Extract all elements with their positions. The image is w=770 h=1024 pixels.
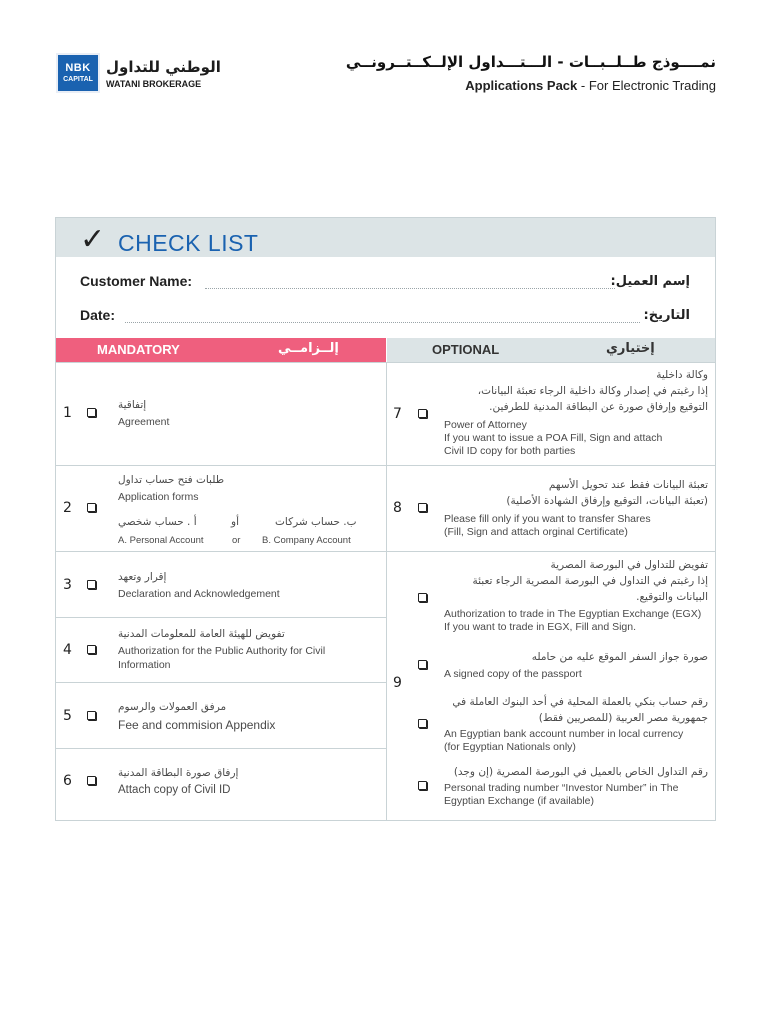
item-label-ar: تعبئة البيانات فقط عند تحويل الأسهم [548, 479, 708, 491]
divider [56, 682, 386, 683]
item-label-ar: جمهورية مصر العربية (للمصريين فقط) [538, 712, 708, 724]
item-label-en: Authorization to trade in The Egyptian Exchange (EGX) [444, 608, 702, 620]
item-label-en: Authorization for the Public Authority for Civil [118, 645, 326, 657]
item-label-en: (for Egyptian Nationals only) [444, 741, 576, 753]
or-label: or [232, 535, 241, 546]
company-account-label-ar: ب. حساب شركات [275, 516, 357, 528]
item-label-en: If you want to issue a POA Fill, Sign and attach [444, 432, 663, 444]
checkbox-share-transfer[interactable] [418, 503, 427, 512]
item-number: 1 [63, 405, 72, 421]
item-label-ar: إذا رغبتم في إصدار وكالة داخلية الرجاء تعبئة البيانات، [477, 385, 708, 397]
title-en-sep: - [577, 78, 589, 93]
item-label-en: An Egyptian bank account number in local currency [444, 728, 684, 740]
item-label-ar: صورة جواز السفر الموقع عليه من حامله [531, 651, 708, 663]
item-label-ar: إقرار وتعهد [118, 571, 167, 583]
checkmark-icon: ✓ [80, 222, 106, 257]
item-label-en: Application forms [118, 491, 199, 503]
checkbox-paci-authorization[interactable] [87, 645, 96, 654]
item-label-ar: تفويض للهيئة العامة للمعلومات المدنية [118, 628, 285, 640]
title-en-rest: For Electronic Trading [588, 78, 716, 93]
item-label-en: Fee and commision Appendix [118, 718, 276, 732]
customer-name-line[interactable] [205, 288, 615, 289]
item-number: 4 [63, 642, 72, 658]
item-label-ar: رقم حساب بنكي بالعملة المحلية في أحد البنوك العاملة في [452, 696, 708, 708]
item-number: 6 [63, 773, 72, 789]
item-label-ar: إتفاقية [118, 399, 147, 411]
item-label-en: Personal trading number “Investor Number” in The [444, 782, 679, 794]
nbk-capital-logo [56, 53, 100, 93]
divider [56, 748, 386, 749]
checkbox-passport-copy[interactable] [418, 660, 427, 669]
item-number: 8 [393, 500, 402, 516]
brand-name-en: WATANI BROKERAGE [106, 79, 202, 89]
customer-name-label-ar: إسم العميل: [610, 274, 690, 289]
item-label-en: Please fill only if you want to transfer Shares [444, 513, 651, 525]
item-number: 9 [393, 675, 402, 691]
item-label-en: Power of Attorney [444, 419, 527, 431]
brand-name-ar: الوطني للتداول [106, 58, 221, 76]
personal-account-label-ar: أ . حساب شخصي [118, 516, 197, 528]
item-label-ar: البيانات والتوقيع. [636, 591, 708, 603]
item-label-en: A signed copy of the passport [444, 668, 582, 680]
item-label-en: Civil ID copy for both parties [444, 445, 576, 457]
checkbox-agreement[interactable] [87, 408, 96, 417]
divider [387, 551, 715, 552]
checkbox-egx-authorization[interactable] [418, 593, 427, 602]
item-label-en: Egyptian Exchange (if available) [444, 795, 595, 807]
divider [56, 617, 386, 618]
page-title-ar: نمــــوذج طــلــبــات - الـــتـــداول الإلــكــتــرونــي [345, 53, 716, 71]
item-label-en: (Fill, Sign and attach orginal Certificate) [444, 526, 628, 538]
checkbox-bank-account[interactable] [418, 719, 427, 728]
or-label-ar: أو [231, 516, 239, 528]
title-en-bold: Applications Pack [465, 78, 578, 93]
checkbox-application-forms[interactable] [87, 503, 96, 512]
column-divider [386, 362, 387, 820]
item-label-en: Attach copy of Civil ID [118, 784, 231, 796]
divider [387, 465, 715, 466]
page-title-en [465, 78, 716, 93]
item-label-ar: مرفق العمولات والرسوم [118, 701, 227, 713]
item-label-en: If you want to trade in EGX, Fill and Sign. [444, 621, 637, 633]
checkbox-investor-number[interactable] [418, 781, 427, 790]
date-line[interactable] [125, 322, 640, 323]
divider [56, 551, 386, 552]
item-number: 3 [63, 577, 72, 593]
company-account-label: B. Company Account [262, 535, 351, 546]
item-label-en: Agreement [118, 416, 170, 428]
optional-label-ar: إختياري [606, 341, 655, 356]
item-number: 7 [393, 406, 402, 422]
date-label: Date: [80, 307, 116, 323]
item-number: 2 [63, 500, 72, 516]
item-label-ar: إرفاق صورة البطاقة المدنية [118, 767, 239, 779]
item-label-en: Declaration and Acknowledgement [118, 588, 280, 600]
logo-line2: CAPITAL [63, 76, 93, 83]
checkbox-power-of-attorney[interactable] [418, 409, 427, 418]
date-label-ar: التاريخ: [643, 308, 690, 323]
logo-line1: NBK [65, 62, 91, 74]
checkbox-fee-appendix[interactable] [87, 711, 96, 720]
item-number: 5 [63, 708, 72, 724]
checkbox-declaration[interactable] [87, 580, 96, 589]
divider [56, 465, 386, 466]
item-label-ar: طلبات فتح حساب تداول [118, 474, 225, 486]
checklist-title: CHECK LIST [118, 230, 259, 256]
mandatory-label: MANDATORY [97, 342, 180, 357]
item-label-ar: رقم التداول الخاص بالعميل في البورصة المصرية (إن وجد) [453, 766, 708, 778]
optional-label: OPTIONAL [432, 342, 500, 357]
mandatory-label-ar: إلــزامــي [278, 341, 339, 356]
checkbox-civil-id[interactable] [87, 776, 96, 785]
item-label-ar: إذا رغبتم في التداول في البورصة المصرية الرجاء تعبئة [472, 575, 708, 587]
item-label-ar: تفويض للتداول في البورصة المصرية [550, 559, 708, 571]
item-label-en: Information [118, 659, 171, 671]
item-label-ar: التوقيع وإرفاق صورة عن البطاقة المدنية للطرفين. [489, 401, 708, 413]
item-label-ar: (تعبئة البيانات، التوقيع وإرفاق الشهادة الأصلية) [506, 495, 708, 507]
item-label-ar: وكالة داخلية [656, 369, 708, 381]
personal-account-label: A. Personal Account [118, 535, 204, 546]
customer-name-label: Customer Name: [80, 273, 193, 289]
